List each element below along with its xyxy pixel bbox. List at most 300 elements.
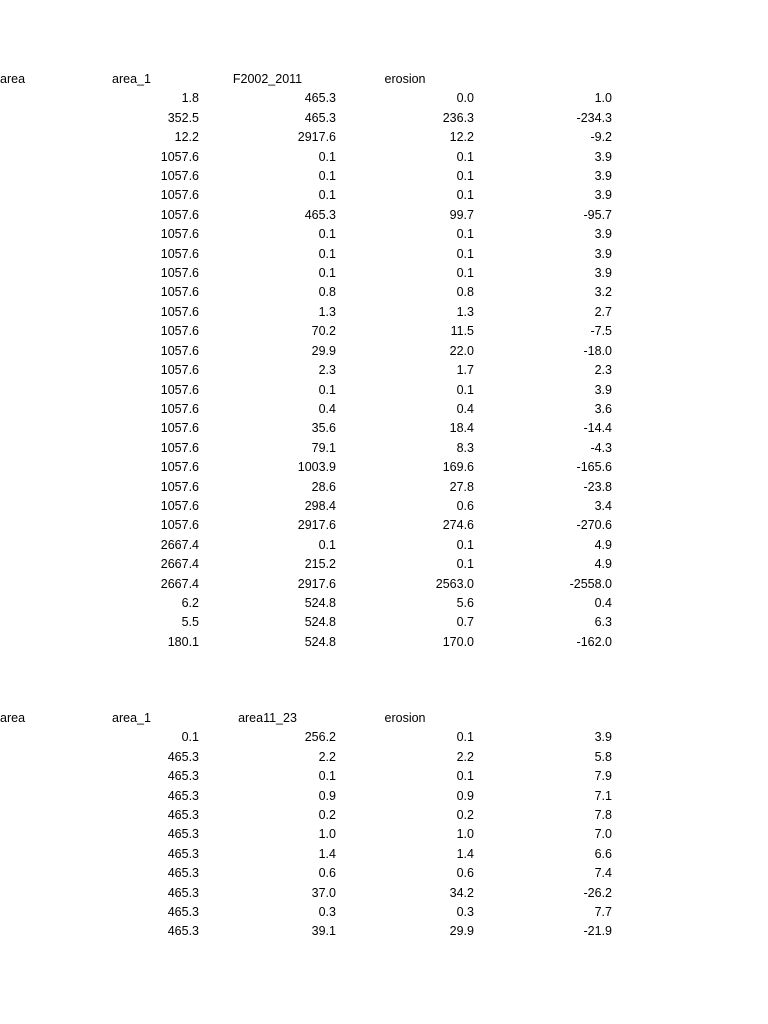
- empty-cell[interactable]: [612, 613, 768, 632]
- table-cell[interactable]: -7.5: [590, 324, 612, 339]
- empty-cell[interactable]: [0, 225, 64, 244]
- table-cell[interactable]: 352.5: [167, 110, 199, 125]
- table-row: [0, 613, 768, 632]
- empty-cell[interactable]: [612, 186, 768, 205]
- empty-cell[interactable]: [0, 613, 64, 632]
- table-row: [0, 594, 768, 613]
- table-cell[interactable]: 1.4: [318, 846, 336, 861]
- table-cell[interactable]: 0.1: [456, 266, 474, 281]
- empty-cell[interactable]: [0, 845, 64, 864]
- table-cell[interactable]: 1057.6: [160, 421, 199, 436]
- empty-cell[interactable]: [0, 283, 64, 302]
- table-cell[interactable]: 256.2: [304, 730, 336, 745]
- table-cell[interactable]: 1.0: [456, 827, 474, 842]
- empty-cell[interactable]: [612, 478, 768, 497]
- table-cell[interactable]: 3.9: [594, 169, 612, 184]
- empty-cell[interactable]: [612, 109, 768, 128]
- empty-cell[interactable]: [612, 787, 768, 806]
- empty-cell[interactable]: [612, 322, 768, 341]
- empty-cell[interactable]: [612, 89, 768, 108]
- empty-cell[interactable]: [474, 70, 612, 89]
- table-cell[interactable]: 0.1: [318, 149, 336, 164]
- table-cell[interactable]: 0.8: [318, 285, 336, 300]
- table-row: [0, 728, 768, 747]
- empty-cell[interactable]: [612, 419, 768, 438]
- table-cell[interactable]: 170.0: [442, 634, 474, 649]
- table-cell[interactable]: 7.1: [594, 788, 612, 803]
- empty-cell[interactable]: [474, 709, 612, 728]
- empty-cell[interactable]: [0, 728, 64, 747]
- column-header-area-1[interactable]: area_1: [112, 711, 151, 725]
- table-cell[interactable]: 465.3: [167, 769, 199, 784]
- table-cell[interactable]: 1.7: [456, 363, 474, 378]
- table-row: [0, 186, 768, 205]
- empty-cell[interactable]: [612, 845, 768, 864]
- table-cell[interactable]: -9.2: [590, 130, 612, 145]
- empty-cell[interactable]: [0, 400, 64, 419]
- table-cell[interactable]: 0.8: [456, 285, 474, 300]
- table-cell[interactable]: 3.9: [594, 188, 612, 203]
- table-cell[interactable]: 0.1: [318, 537, 336, 552]
- table-cell[interactable]: 0.1: [456, 769, 474, 784]
- table-cell[interactable]: 0.1: [318, 769, 336, 784]
- table-row: [0, 89, 768, 108]
- table-cell[interactable]: 465.3: [167, 924, 199, 939]
- table-cell[interactable]: 99.7: [449, 207, 474, 222]
- empty-cell[interactable]: [612, 884, 768, 903]
- table-cell[interactable]: 8.3: [456, 440, 474, 455]
- table-cell[interactable]: 465.3: [167, 905, 199, 920]
- table-cell[interactable]: 1057.6: [160, 285, 199, 300]
- table-row: [0, 767, 768, 786]
- column-header-area11-23[interactable]: area11_23: [238, 711, 297, 725]
- table-cell[interactable]: 1057.6: [160, 440, 199, 455]
- table-cell[interactable]: 3.9: [594, 730, 612, 745]
- table-row: [0, 419, 768, 438]
- table-cell[interactable]: 1057.6: [160, 227, 199, 242]
- empty-cell[interactable]: [612, 283, 768, 302]
- table-cell[interactable]: 37.0: [311, 885, 336, 900]
- table-row: [0, 497, 768, 516]
- table-cell[interactable]: 465.3: [304, 207, 336, 222]
- table-cell[interactable]: 465.3: [167, 846, 199, 861]
- table-cell[interactable]: 1.3: [456, 304, 474, 319]
- table-cell[interactable]: 79.1: [311, 440, 336, 455]
- table-cell[interactable]: 3.2: [594, 285, 612, 300]
- empty-cell[interactable]: [0, 186, 64, 205]
- table-cell[interactable]: 465.3: [304, 91, 336, 106]
- empty-cell[interactable]: [612, 922, 768, 941]
- table-cell[interactable]: 7.4: [594, 866, 612, 881]
- empty-cell[interactable]: [612, 864, 768, 883]
- table-cell[interactable]: 465.3: [167, 749, 199, 764]
- table-cell[interactable]: 2917.6: [297, 576, 336, 591]
- empty-cell[interactable]: [612, 439, 768, 458]
- table-cell[interactable]: 0.1: [456, 730, 474, 745]
- table-row: [0, 884, 768, 903]
- table-cell[interactable]: -14.4: [583, 421, 612, 436]
- empty-cell[interactable]: [0, 264, 64, 283]
- table-row: [0, 864, 768, 883]
- table-cell[interactable]: 1057.6: [160, 207, 199, 222]
- table-cell[interactable]: 1003.9: [297, 460, 336, 475]
- table-cell[interactable]: 524.8: [304, 595, 336, 610]
- table-cell[interactable]: 0.2: [318, 808, 336, 823]
- table-cell[interactable]: 28.6: [311, 479, 336, 494]
- table-row: [0, 225, 768, 244]
- table-cell[interactable]: 2667.4: [160, 557, 199, 572]
- table-cell[interactable]: 1057.6: [160, 343, 199, 358]
- empty-cell[interactable]: [612, 709, 768, 728]
- table-cell[interactable]: 6.3: [594, 615, 612, 630]
- table-cell[interactable]: 1057.6: [160, 149, 199, 164]
- table-cell[interactable]: 3.9: [594, 266, 612, 281]
- table-cell[interactable]: 1057.6: [160, 382, 199, 397]
- table-cell[interactable]: 1057.6: [160, 498, 199, 513]
- table-cell[interactable]: 0.4: [456, 401, 474, 416]
- table-row: [0, 555, 768, 574]
- table-cell[interactable]: 465.3: [167, 788, 199, 803]
- header-row: [0, 70, 768, 89]
- table-row: [0, 516, 768, 535]
- empty-cell[interactable]: [0, 787, 64, 806]
- table-row: [0, 206, 768, 225]
- table-cell[interactable]: 1057.6: [160, 518, 199, 533]
- table-cell[interactable]: -23.8: [583, 479, 612, 494]
- empty-cell[interactable]: [0, 322, 64, 341]
- table-cell[interactable]: 1057.6: [160, 304, 199, 319]
- empty-cell[interactable]: [612, 903, 768, 922]
- table-cell[interactable]: 1.8: [181, 91, 199, 106]
- data-table-1: [0, 70, 768, 652]
- table-cell[interactable]: 3.9: [594, 246, 612, 261]
- table-cell[interactable]: 5.6: [456, 595, 474, 610]
- table-cell[interactable]: 2.3: [318, 363, 336, 378]
- table-cell[interactable]: 0.1: [318, 188, 336, 203]
- table-cell[interactable]: 0.1: [456, 227, 474, 242]
- empty-cell[interactable]: [612, 148, 768, 167]
- table-cell[interactable]: -4.3: [590, 440, 612, 455]
- table-cell[interactable]: 7.9: [594, 769, 612, 784]
- table-row: [0, 845, 768, 864]
- table-cell[interactable]: 0.1: [456, 557, 474, 572]
- empty-cell[interactable]: [612, 70, 768, 89]
- empty-cell[interactable]: [0, 497, 64, 516]
- table-cell[interactable]: 524.8: [304, 615, 336, 630]
- empty-cell[interactable]: [612, 555, 768, 574]
- table-cell[interactable]: 18.4: [449, 421, 474, 436]
- empty-cell[interactable]: [612, 633, 768, 652]
- empty-cell[interactable]: [612, 342, 768, 361]
- table-cell[interactable]: 7.8: [594, 808, 612, 823]
- table-cell[interactable]: 6.6: [594, 846, 612, 861]
- table-cell[interactable]: 0.1: [181, 730, 199, 745]
- table-row: [0, 633, 768, 652]
- table-cell[interactable]: 465.3: [167, 866, 199, 881]
- table-row: [0, 381, 768, 400]
- empty-cell[interactable]: [612, 497, 768, 516]
- column-header-area[interactable]: area: [0, 711, 26, 725]
- table-cell[interactable]: -270.6: [576, 518, 612, 533]
- table-cell[interactable]: -162.0: [576, 634, 612, 649]
- table-cell[interactable]: 1.3: [318, 304, 336, 319]
- empty-cell[interactable]: [0, 884, 64, 903]
- column-header-area-1[interactable]: area_1: [112, 72, 151, 86]
- empty-cell[interactable]: [0, 148, 64, 167]
- column-header-f2002-2011[interactable]: F2002_2011: [232, 72, 303, 86]
- table-row: [0, 439, 768, 458]
- empty-cell[interactable]: [612, 536, 768, 555]
- table-row: [0, 458, 768, 477]
- table-row: [0, 922, 768, 941]
- table-row: [0, 322, 768, 341]
- table-cell[interactable]: 35.6: [311, 421, 336, 436]
- table-cell[interactable]: 0.6: [456, 498, 474, 513]
- empty-cell[interactable]: [612, 225, 768, 244]
- table-cell[interactable]: 0.1: [318, 227, 336, 242]
- table-cell[interactable]: 29.9: [311, 343, 336, 358]
- empty-cell[interactable]: [612, 594, 768, 613]
- table-cell[interactable]: 7.0: [594, 827, 612, 842]
- table-cell[interactable]: 0.7: [456, 615, 474, 630]
- table-row: [0, 575, 768, 594]
- table-cell[interactable]: 465.3: [304, 110, 336, 125]
- empty-cell[interactable]: [612, 575, 768, 594]
- empty-cell[interactable]: [612, 458, 768, 477]
- empty-cell[interactable]: [0, 922, 64, 941]
- table-row: [0, 478, 768, 497]
- table-cell[interactable]: 27.8: [449, 479, 474, 494]
- table-cell[interactable]: 1.0: [594, 91, 612, 106]
- empty-cell[interactable]: [0, 303, 64, 322]
- table-cell[interactable]: -21.9: [583, 924, 612, 939]
- table-row: [0, 245, 768, 264]
- table-cell[interactable]: 39.1: [311, 924, 336, 939]
- empty-cell[interactable]: [612, 206, 768, 225]
- empty-cell[interactable]: [0, 342, 64, 361]
- table-cell[interactable]: 3.4: [594, 498, 612, 513]
- table-2-body: [0, 728, 768, 941]
- table-cell[interactable]: 0.1: [456, 537, 474, 552]
- table-cell[interactable]: 0.4: [594, 595, 612, 610]
- table-cell[interactable]: 2.3: [594, 363, 612, 378]
- table-cell[interactable]: 7.7: [594, 905, 612, 920]
- table-cell[interactable]: 0.1: [456, 188, 474, 203]
- column-header-area[interactable]: area: [0, 72, 26, 86]
- table-cell[interactable]: 298.4: [304, 498, 336, 513]
- table-cell[interactable]: 169.6: [442, 460, 474, 475]
- empty-cell[interactable]: [612, 167, 768, 186]
- empty-cell[interactable]: [0, 381, 64, 400]
- table-cell[interactable]: 22.0: [449, 343, 474, 358]
- empty-cell[interactable]: [612, 400, 768, 419]
- table-cell[interactable]: 70.2: [311, 324, 336, 339]
- column-header-erosion[interactable]: erosion: [384, 711, 426, 725]
- table-cell[interactable]: -165.6: [576, 460, 612, 475]
- empty-cell[interactable]: [612, 128, 768, 147]
- empty-cell[interactable]: [0, 767, 64, 786]
- table-cell[interactable]: -234.3: [576, 110, 612, 125]
- table-row: [0, 342, 768, 361]
- table-cell[interactable]: 1057.6: [160, 246, 199, 261]
- empty-cell[interactable]: [612, 728, 768, 747]
- table-cell[interactable]: 1057.6: [160, 266, 199, 281]
- empty-cell[interactable]: [612, 303, 768, 322]
- table-row: [0, 806, 768, 825]
- table-row: [0, 303, 768, 322]
- table-cell[interactable]: 0.3: [318, 905, 336, 920]
- table-cell[interactable]: 0.1: [318, 266, 336, 281]
- table-cell[interactable]: 11.5: [450, 324, 474, 339]
- empty-cell[interactable]: [0, 439, 64, 458]
- empty-cell[interactable]: [0, 575, 64, 594]
- empty-cell[interactable]: [0, 555, 64, 574]
- empty-cell[interactable]: [0, 864, 64, 883]
- table-cell[interactable]: 6.2: [181, 595, 199, 610]
- table-cell[interactable]: 4.9: [594, 557, 612, 572]
- table-row: [0, 536, 768, 555]
- table-row: [0, 128, 768, 147]
- empty-cell[interactable]: [0, 89, 64, 108]
- table-cell[interactable]: 0.1: [456, 149, 474, 164]
- table-cell[interactable]: 0.1: [318, 246, 336, 261]
- table-row: [0, 283, 768, 302]
- empty-cell[interactable]: [612, 806, 768, 825]
- table-row: [0, 748, 768, 767]
- table-cell[interactable]: 1057.6: [160, 479, 199, 494]
- empty-cell[interactable]: [612, 748, 768, 767]
- table-cell[interactable]: 0.9: [456, 788, 474, 803]
- table-cell[interactable]: 1.4: [456, 846, 474, 861]
- empty-cell[interactable]: [612, 361, 768, 380]
- empty-cell[interactable]: [0, 516, 64, 535]
- table-cell[interactable]: 1057.6: [160, 363, 199, 378]
- empty-cell[interactable]: [0, 361, 64, 380]
- empty-cell[interactable]: [0, 128, 64, 147]
- table-cell[interactable]: 1.0: [318, 827, 336, 842]
- table-2-header: [0, 709, 768, 728]
- empty-cell[interactable]: [612, 825, 768, 844]
- table-cell[interactable]: 0.1: [456, 246, 474, 261]
- table-cell[interactable]: 215.2: [304, 557, 336, 572]
- table-row: [0, 903, 768, 922]
- table-cell[interactable]: 524.8: [304, 634, 336, 649]
- table-row: [0, 109, 768, 128]
- table-cell[interactable]: 5.5: [181, 615, 199, 630]
- table-cell[interactable]: 0.9: [318, 788, 336, 803]
- empty-cell[interactable]: [0, 536, 64, 555]
- empty-cell[interactable]: [0, 167, 64, 186]
- table-cell[interactable]: 3.9: [594, 149, 612, 164]
- table-cell[interactable]: 180.1: [167, 634, 199, 649]
- empty-cell[interactable]: [0, 109, 64, 128]
- table-row: [0, 148, 768, 167]
- table-cell[interactable]: 2.2: [318, 749, 336, 764]
- empty-cell[interactable]: [0, 633, 64, 652]
- table-cell[interactable]: -26.2: [583, 885, 612, 900]
- empty-cell[interactable]: [0, 903, 64, 922]
- table-cell[interactable]: 0.3: [456, 905, 474, 920]
- table-cell[interactable]: 274.6: [442, 518, 474, 533]
- table-cell[interactable]: 2667.4: [160, 576, 199, 591]
- table-cell[interactable]: 1057.6: [160, 460, 199, 475]
- empty-cell[interactable]: [612, 245, 768, 264]
- table-cell[interactable]: 5.8: [594, 749, 612, 764]
- table-cell[interactable]: 0.6: [318, 866, 336, 881]
- table-1-header: [0, 70, 768, 89]
- table-cell[interactable]: 0.0: [456, 91, 474, 106]
- table-cell[interactable]: 0.1: [456, 169, 474, 184]
- table-cell[interactable]: 236.3: [442, 110, 474, 125]
- table-cell[interactable]: 0.2: [456, 808, 474, 823]
- empty-cell[interactable]: [0, 206, 64, 225]
- empty-cell[interactable]: [0, 825, 64, 844]
- table-cell[interactable]: 4.9: [594, 537, 612, 552]
- table-cell[interactable]: 0.1: [318, 169, 336, 184]
- table-1-body: [0, 89, 768, 652]
- table-cell[interactable]: 29.9: [449, 924, 474, 939]
- header-row: [0, 709, 768, 728]
- table-cell[interactable]: 1057.6: [160, 169, 199, 184]
- table-cell[interactable]: -2558.0: [569, 576, 612, 591]
- table-cell[interactable]: 2667.4: [160, 537, 199, 552]
- table-row: [0, 400, 768, 419]
- table-cell[interactable]: -18.0: [583, 343, 612, 358]
- table-cell[interactable]: 2563.0: [435, 576, 474, 591]
- table-cell[interactable]: 1057.6: [160, 188, 199, 203]
- empty-cell[interactable]: [0, 806, 64, 825]
- empty-cell[interactable]: [612, 264, 768, 283]
- empty-cell[interactable]: [612, 516, 768, 535]
- table-row: [0, 264, 768, 283]
- table-cell[interactable]: 34.2: [449, 885, 474, 900]
- table-cell[interactable]: 0.4: [318, 401, 336, 416]
- table-cell[interactable]: 465.3: [167, 827, 199, 842]
- column-header-erosion[interactable]: erosion: [384, 72, 426, 86]
- empty-cell[interactable]: [612, 381, 768, 400]
- table-cell[interactable]: -95.7: [583, 207, 612, 222]
- table-cell[interactable]: 1057.6: [160, 401, 199, 416]
- empty-cell[interactable]: [0, 419, 64, 438]
- empty-cell[interactable]: [612, 767, 768, 786]
- table-cell[interactable]: 0.1: [318, 382, 336, 397]
- table-cell[interactable]: 3.9: [594, 227, 612, 242]
- table-row: [0, 787, 768, 806]
- table-row: [0, 167, 768, 186]
- empty-cell[interactable]: [0, 478, 64, 497]
- table-cell[interactable]: 2917.6: [297, 130, 336, 145]
- table-cell[interactable]: 465.3: [167, 885, 199, 900]
- empty-cell[interactable]: [0, 458, 64, 477]
- table-row: [0, 825, 768, 844]
- table-cell[interactable]: 12.2: [174, 130, 199, 145]
- table-cell[interactable]: 3.9: [594, 382, 612, 397]
- empty-cell[interactable]: [0, 245, 64, 264]
- empty-cell[interactable]: [0, 748, 64, 767]
- table-row: [0, 361, 768, 380]
- empty-cell[interactable]: [0, 594, 64, 613]
- table-cell[interactable]: 2.2: [456, 749, 474, 764]
- table-cell[interactable]: 0.6: [456, 866, 474, 881]
- table-cell[interactable]: 3.6: [594, 401, 612, 416]
- data-table-2: [0, 709, 768, 942]
- table-cell[interactable]: 1057.6: [160, 324, 199, 339]
- table-cell[interactable]: 12.2: [449, 130, 474, 145]
- table-cell[interactable]: 2917.6: [297, 518, 336, 533]
- table-cell[interactable]: 465.3: [167, 808, 199, 823]
- table-cell[interactable]: 2.7: [594, 304, 612, 319]
- table-cell[interactable]: 0.1: [456, 382, 474, 397]
